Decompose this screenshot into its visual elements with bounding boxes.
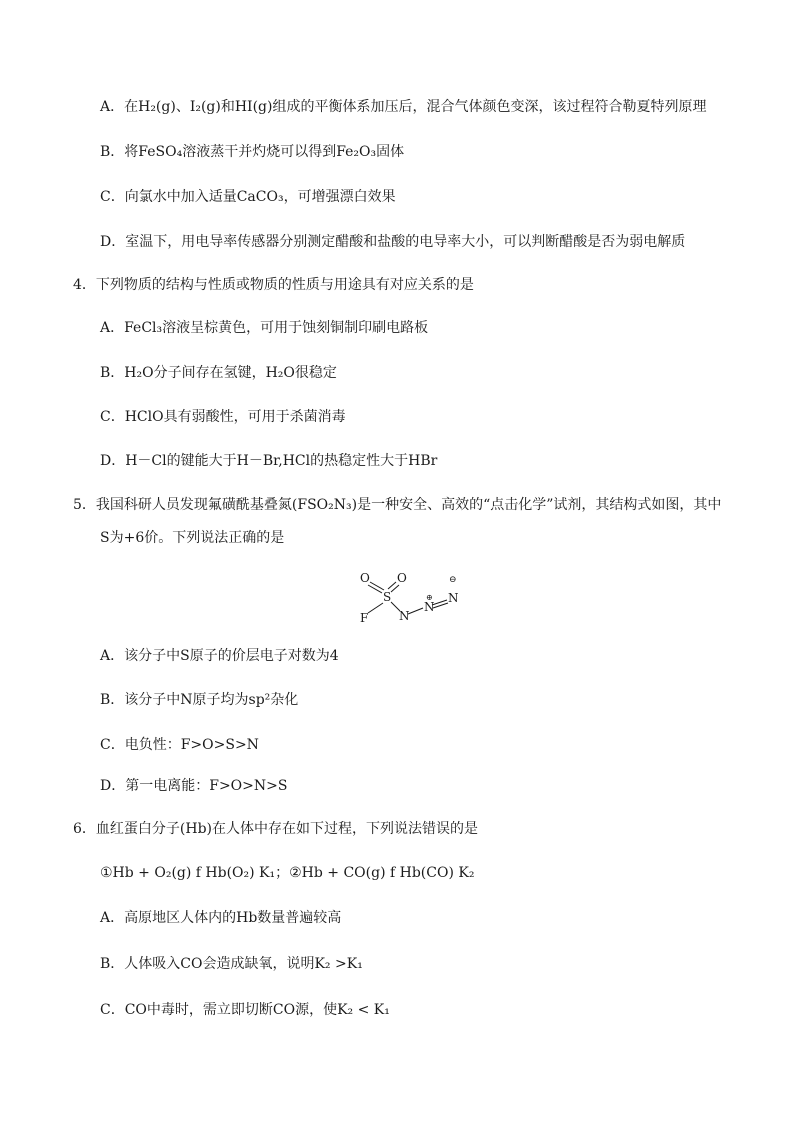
q6-stem: 6．血红蛋白分子(Hb)在人体中存在如下过程，下列说法错误的是	[73, 821, 479, 837]
q3-option-b: B．将FeSO₄溶液蒸干并灼烧可以得到Fe₂O₃固体	[100, 144, 405, 160]
q5-option-a: A．该分子中S原子的价层电子对数为4	[100, 648, 339, 664]
q6-option-b: B．人体吸入CO会造成缺氧，说明K₂ >K₁	[100, 956, 363, 972]
atom-n1: N	[399, 609, 410, 623]
negative-charge: ⊖	[449, 575, 457, 585]
q3-option-a: A．在H₂(g)、I₂(g)和HI(g)组成的平衡体系加压后，混合气体颜色变深，该过程符合勒夏特列原理	[100, 99, 707, 115]
q4-option-d: D．H－Cl的键能大于H－Br,HCl的热稳定性大于HBr	[100, 453, 438, 469]
q5-stem-line1: 5．我国科研人员发现氟磺酰基叠氮(FSO₂N₃)是一种安全、高效的“点击化学”试剂，其结构式如图，其中	[73, 497, 722, 513]
q4-stem: 4．下列物质的结构与性质或物质的性质与用途具有对应关系的是	[73, 277, 474, 293]
fso2n3-structure-diagram	[355, 565, 465, 627]
q5-option-c: C．电负性：F>O>S>N	[100, 737, 259, 753]
atom-s: S	[383, 590, 392, 604]
atom-o-left: O	[360, 571, 370, 585]
q6-option-a: A．高原地区人体内的Hb数量普遍较高	[100, 910, 342, 926]
q3-option-d: D．室温下，用电导率传感器分别测定醋酸和盐酸的电导率大小，可以判断醋酸是否为弱电解质	[100, 234, 686, 250]
atom-f: F	[360, 611, 369, 625]
q4-option-a: A．FeCl₃溶液呈棕黄色，可用于蚀刻铜制印刷电路板	[100, 320, 429, 336]
q6-option-c: C．CO中毒时，需立即切断CO源，使K₂ < K₁	[100, 1002, 390, 1018]
q3-option-c: C．向氯水中加入适量CaCO₃，可增强漂白效果	[100, 189, 396, 205]
atom-o-right: O	[397, 571, 407, 585]
q5-option-b: B．该分子中N原子均为sp²杂化	[100, 692, 299, 708]
q6-equation: ①Hb + O₂(g) f Hb(O₂) K₁；②Hb + CO(g) f Hb(CO) K₂	[100, 865, 475, 881]
q5-option-d: D．第一电离能：F>O>N>S	[100, 778, 288, 794]
atom-n3: N	[448, 591, 459, 605]
atom-n2: N	[424, 600, 435, 614]
q4-option-b: B．H₂O分子间存在氢键，H₂O很稳定	[100, 365, 337, 381]
positive-charge: ⊕	[426, 593, 433, 602]
q5-stem-line2: S为+6价。下列说法正确的是	[100, 530, 285, 546]
q4-option-c: C．HClO具有弱酸性，可用于杀菌消毒	[100, 409, 346, 425]
